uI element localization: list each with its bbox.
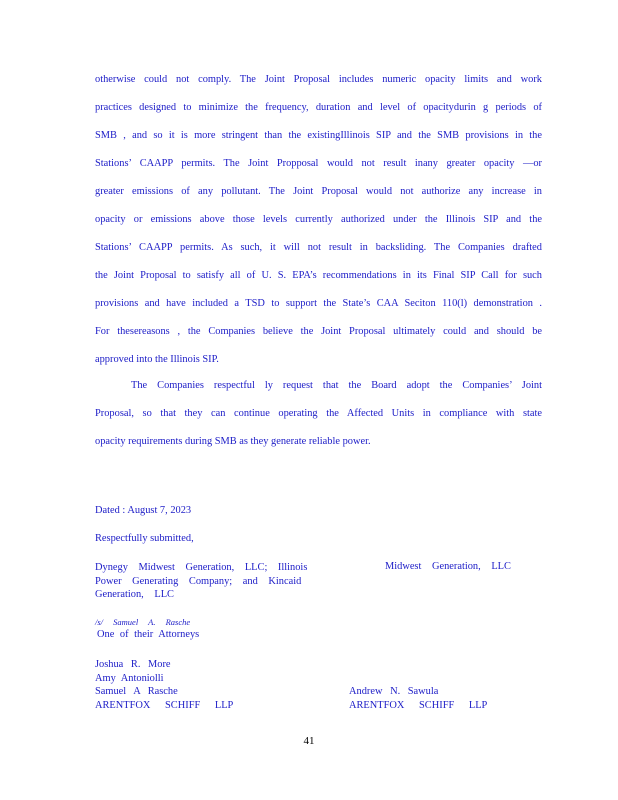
attorneys-left	[95, 658, 233, 712]
paragraph-line: Stations’ CAAPP permits. As such, it will not result in backsliding. The Companies drafted	[95, 242, 542, 253]
attorney-name: Joshua R. More	[95, 659, 171, 670]
one-of-attorneys: One of their Attorneys	[97, 629, 200, 640]
page-number: 41	[303, 735, 315, 747]
paragraph-line: greater emissions of any pollutant. The Joint Proposal would not authorize any increase in	[95, 186, 542, 197]
paragraph-line: the Joint Proposal to satisfy all of U. S. EPA’s recommendations in its Final SIP Call for such	[95, 270, 542, 281]
paragraph-line: opacity or emissions above those levels currently authorized under the Illinois SIP and the	[95, 214, 542, 225]
paragraph-line: SMB , and so it is more stringent than the existingIllinois SIP and the SMB provisions in the	[95, 130, 542, 141]
party-left-line: Dynegy Midwest Generation, LLC; Illinois	[95, 562, 308, 573]
paragraph-line: opacity requirements during SMB as they generate reliable power.	[95, 436, 371, 447]
paragraph-line: Stations’ CAAPP permits. The Joint Propposal would not result inany greater opacity —or	[95, 158, 542, 169]
party-right: Midwest Generation, LLC	[385, 561, 511, 572]
party-left-line: Generation, LLC	[95, 589, 174, 600]
paragraph-line: provisions and have included a TSD to support the State’s CAA Seciton 110(l) demonstration .	[95, 298, 542, 309]
paragraph-conclusion	[95, 66, 542, 374]
respectfully-submitted: Respectfully submitted,	[95, 533, 194, 544]
attorney-name: Samuel A Rasche	[95, 686, 178, 697]
firm-name: ARENTFOX SCHIFF LLP	[349, 699, 488, 711]
party-left-line: Power Generating Company; and Kincaid	[95, 575, 302, 587]
attorney-name: Andrew N. Sawula	[349, 686, 439, 697]
date-line: Dated : August 7, 2023	[95, 505, 192, 516]
signature: /s/ Samuel A. Rasche	[95, 617, 191, 627]
attorneys-right	[349, 685, 487, 712]
firm-name: ARENTFOX SCHIFF LLP	[95, 699, 234, 711]
paragraph-line: practices designed to minimize the frequency, duration and level of opacitydurin g periods of	[95, 102, 542, 113]
paragraph-line: otherwise could not comply. The Joint Proposal includes numeric opacity limits and work	[95, 74, 542, 85]
party-left	[95, 561, 307, 602]
paragraph-request	[95, 372, 542, 456]
paragraph-line: approved into the Illinois SIP.	[95, 354, 219, 365]
paragraph-line: For thesereasons , the Companies believe the Joint Proposal ultimately could and should be	[95, 326, 542, 337]
paragraph-line: Proposal, so that they can continue operating the Affected Units in compliance with state	[95, 408, 542, 419]
attorney-name: Amy Antoniolli	[95, 672, 164, 684]
paragraph-line: The Companies respectful ly request that the Board adopt the Companies’ Joint	[131, 380, 542, 391]
